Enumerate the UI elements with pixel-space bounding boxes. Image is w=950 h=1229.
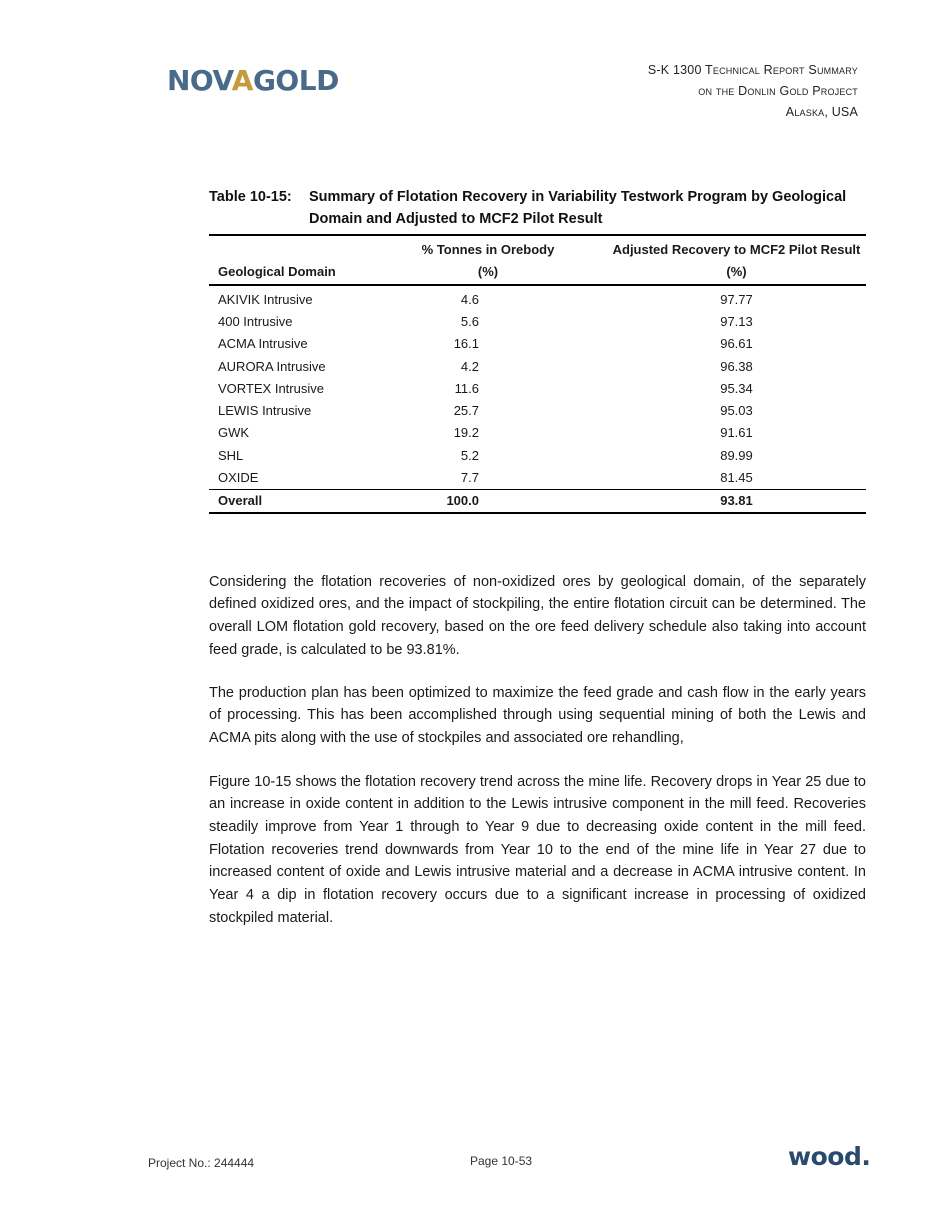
wood-logo: wood. [788, 1142, 871, 1171]
cell-domain: AKIVIK Intrusive [218, 291, 313, 307]
cell-domain: ACMA Intrusive [218, 336, 308, 352]
flotation-recovery-table [209, 234, 866, 514]
cell-tonnes: 5.6 [460, 313, 479, 329]
table-row [209, 377, 866, 399]
cell-domain: AURORA Intrusive [218, 358, 326, 374]
cell-tonnes: 4.2 [460, 358, 479, 374]
cell-recovery: 95.34 [720, 380, 753, 396]
body-paragraph-1: Considering the flotation recoveries of non-oxidized ores by geological domain, of the separately defined oxidized ores, and the impact of stockpiling, the entire flotation circuit can be determined. The overall LOM flotation gold recovery, based on the ore feed delivery schedule also taking into account feed grade, is calculated to be 93.81%. [209, 573, 866, 658]
header-recovery-unit: (%) [726, 263, 747, 279]
cell-recovery: 96.61 [720, 336, 753, 352]
table-row [209, 310, 866, 332]
table-row [209, 333, 866, 355]
cell-tonnes: 7.7 [460, 470, 479, 486]
body-paragraph-2: The production plan has been optimized to maximize the feed grade and cash flow in the early years of processing. This has been accomplished through using sequential mining of both the Lewis and ACMA pits along with the use of stockpiles and associated ore rehandling, [209, 684, 866, 746]
table-caption-line1: Summary of Flotation Recovery in Variability Testwork Program by Geological [309, 189, 847, 205]
table-row [209, 355, 866, 377]
report-header [648, 60, 858, 123]
report-title-line1: S-K 1300 Technical Report Summary [647, 63, 858, 77]
cell-domain: 400 Intrusive [218, 313, 293, 329]
header-tonnes-unit: (%) [477, 263, 499, 279]
project-number: Project No.: 244444 [148, 1156, 255, 1170]
cell-domain: LEWIS Intrusive [218, 403, 312, 419]
report-title-line2: on the Donlin Gold Project [698, 84, 858, 98]
novagold-logo [167, 64, 339, 97]
cell-recovery-overall: 93.81 [607, 489, 866, 513]
cell-domain: VORTEX Intrusive [218, 380, 324, 396]
page-number: Page 10-53 [470, 1154, 533, 1168]
body-paragraph-3: Figure 10-15 shows the flotation recovery trend across the mine life. Recovery drops in Year 25 due to an increase in oxide content in addition to the Lewis intrusive component in the mill feed. Recoveries steadily improve from Year 1 through to Year 9 due to decreasing oxide content in the mill feed. Flotation recoveries trend downwards from Year 10 to the end of the mine life in Year 27 due to increased content of oxide and Lewis intrusive material and a decrease in ACMA intrusive content. In Year 4 a dip in flotation recovery occurs due to a significant increase in processing of oxidized stockpiled material. [209, 773, 866, 926]
table-row [209, 466, 866, 489]
table-caption-number: Table 10-15: [209, 189, 292, 205]
table-caption-line2: Domain and Adjusted to MCF2 Pilot Result [309, 211, 603, 227]
cell-tonnes: 16.1 [453, 336, 479, 352]
cell-recovery: 91.61 [720, 425, 753, 441]
cell-tonnes-overall: 100.0 [369, 489, 607, 513]
cell-domain: OXIDE [218, 470, 259, 486]
table-caption [209, 186, 869, 230]
table-row [209, 444, 866, 466]
table-row [209, 285, 866, 310]
table-row-overall [209, 489, 866, 513]
table-row [209, 422, 866, 444]
header-domain-blank [209, 235, 369, 259]
cell-tonnes: 5.2 [460, 447, 479, 463]
cell-domain: SHL [218, 447, 244, 463]
logo-text-post: GOLD [252, 64, 339, 97]
logo-text-pre: NOV [167, 64, 232, 97]
table-row [209, 399, 866, 421]
header-recovery-label: Adjusted Recovery to MCF2 Pilot Result [612, 241, 861, 257]
header-tonnes-label: % Tonnes in Orebody [421, 241, 555, 257]
table-header-row-2 [209, 259, 866, 285]
cell-tonnes: 4.6 [460, 291, 479, 307]
cell-recovery: 97.13 [720, 313, 753, 329]
cell-recovery: 96.38 [720, 358, 753, 374]
cell-tonnes: 11.6 [454, 380, 479, 396]
logo-a-mark: A [231, 64, 253, 97]
cell-recovery: 89.99 [720, 447, 753, 463]
report-title-line3: Alaska, USA [785, 105, 858, 119]
cell-recovery: 81.45 [720, 470, 753, 486]
cell-recovery: 95.03 [720, 403, 753, 419]
cell-tonnes: 25.7 [453, 403, 479, 419]
table-header-row-1 [209, 235, 866, 259]
cell-domain: GWK [218, 425, 250, 441]
cell-domain-overall: Overall [209, 489, 369, 513]
cell-recovery: 97.77 [720, 291, 753, 307]
cell-tonnes: 19.2 [453, 425, 479, 441]
header-domain: Geological Domain [218, 263, 336, 279]
